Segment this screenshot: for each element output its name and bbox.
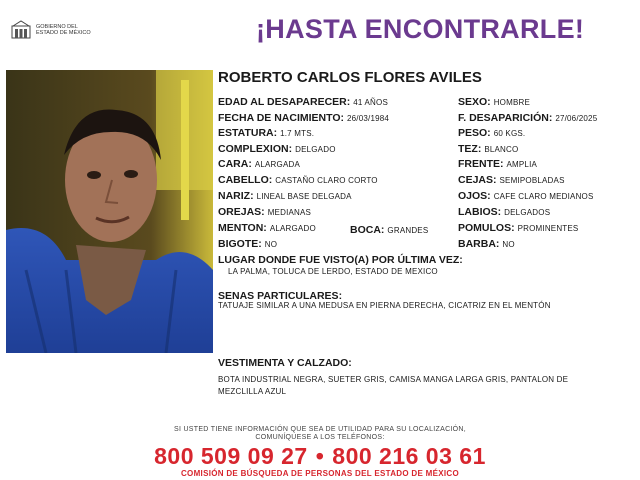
ojos-label: OJOS: [458,190,491,202]
estatura-label: ESTATURA: [218,127,278,139]
labios-value: DELGADOS [504,208,551,217]
menton-label: MENTON: [218,222,267,234]
pomulos-label: POMULOS: [458,222,515,234]
boca-value: GRANDES [387,226,429,235]
nacimiento-value: 26/03/1984 [347,114,390,123]
person-photo [6,70,213,353]
orejas-value: MEDIANAS [267,208,312,217]
commission-name: COMISIÓN DE BÚSQUEDA DE PERSONAS DEL ESTADO DE MÉXICO [180,469,459,478]
emblem-icon [10,20,32,40]
cara-value: ALARGADA [254,160,300,169]
field-nariz [218,190,352,203]
lugar-label: LUGAR DONDE FUE VISTO(A) POR ÚLTIMA VEZ: [218,254,463,266]
field-cejas [458,174,565,187]
government-logo [10,20,91,40]
person-name: ROBERTO CARLOS FLORES AVILES [218,69,482,86]
edad-label: EDAD AL DESAPARECER: [218,96,351,108]
nariz-value: LINEAL BASE DELGADA [256,192,352,201]
field-nacimiento [218,112,389,125]
peso-label: PESO: [458,127,491,139]
nariz-label: NARIZ: [218,190,254,202]
phone-1: 800 509 09 27 [154,443,308,469]
senas-label: SENAS PARTICULARES: [218,290,343,302]
barba-label: BARBA: [458,238,500,250]
field-menton [218,222,316,235]
ojos-value: CAFE CLARO MEDIANOS [493,192,594,201]
menton-value: ALARGADO [269,224,316,233]
frente-value: AMPLIA [506,160,538,169]
pomulos-value: PROMINENTES [517,224,579,233]
phone-2: 800 216 03 61 [332,443,486,469]
barba-value: NO [502,240,515,249]
cara-label: CARA: [218,158,252,170]
logo-line-2: ESTADO DE MÉXICO [36,30,91,36]
labios-label: LABIOS: [458,206,502,218]
field-boca [350,224,428,237]
estatura-value: 1.7 MTS. [280,129,315,138]
vestimenta-line-2: MEZCLILLA AZUL [218,387,287,396]
headline: ¡HASTA ENCONTRARLE! [256,14,585,44]
vestimenta-line-1: BOTA INDUSTRIAL NEGRA, SUETER GRIS, CAMISA MANGA LARGA GRIS, PANTALON DE [218,375,569,384]
tez-label: TEZ: [458,143,482,155]
sexo-value: HOMBRE [493,98,531,107]
desaparicion-label: F. DESAPARICIÓN: [458,112,553,124]
field-tez [458,143,518,156]
orejas-label: OREJAS: [218,206,265,218]
info-line-1: SI USTED TIENE INFORMACIÓN QUE SEA DE UTILIDAD PARA SU LOCALIZACIÓN, [173,426,467,433]
bigote-value: NO [264,240,278,249]
field-peso [458,127,525,140]
vestimenta-label: VESTIMENTA Y CALZADO: [218,357,352,369]
field-complexion [218,143,336,156]
field-orejas [218,206,311,219]
field-ojos [458,190,594,203]
field-barba [458,238,515,251]
field-cabello [218,174,378,187]
complexion-value: DELGADO [295,145,336,154]
field-edad [218,96,388,109]
peso-value: 60 KGS. [493,129,526,138]
info-line-2: COMUNÍQUESE A LOS TELÉFONOS: [255,434,385,441]
cejas-label: CEJAS: [458,174,497,186]
logo-line-1: GOBIERNO DEL [36,24,78,30]
edad-value: 41 AÑOS [353,98,388,107]
field-labios [458,206,550,219]
field-estatura [218,127,314,140]
sexo-label: SEXO: [458,96,491,108]
lugar-value: LA PALMA, TOLUCA DE LERDO, ESTADO DE MEXICO [228,267,438,276]
cabello-value: CASTAÑO CLARO CORTO [275,176,378,185]
field-cara [218,158,300,171]
field-desaparicion [458,112,597,125]
phone-numbers [0,443,640,470]
complexion-label: COMPLEXION: [218,143,293,155]
boca-label: BOCA: [350,224,385,236]
phone-separator: • [315,443,325,469]
tez-value: BLANCO [484,145,519,154]
field-pomulos [458,222,578,235]
field-sexo [458,96,530,109]
nacimiento-label: FECHA DE NACIMIENTO: [218,112,344,124]
senas-value: TATUAJE SIMILAR A UNA MEDUSA EN PIERNA DERECHA, CICATRIZ EN EL MENTÓN [218,301,551,310]
cejas-value: SEMIPOBLADAS [499,176,565,185]
desaparicion-value: 27/06/2025 [555,114,598,123]
field-frente [458,158,537,171]
bigote-label: BIGOTE: [218,238,262,250]
cabello-label: CABELLO: [218,174,273,186]
field-bigote [218,238,277,251]
frente-label: FRENTE: [458,158,504,170]
